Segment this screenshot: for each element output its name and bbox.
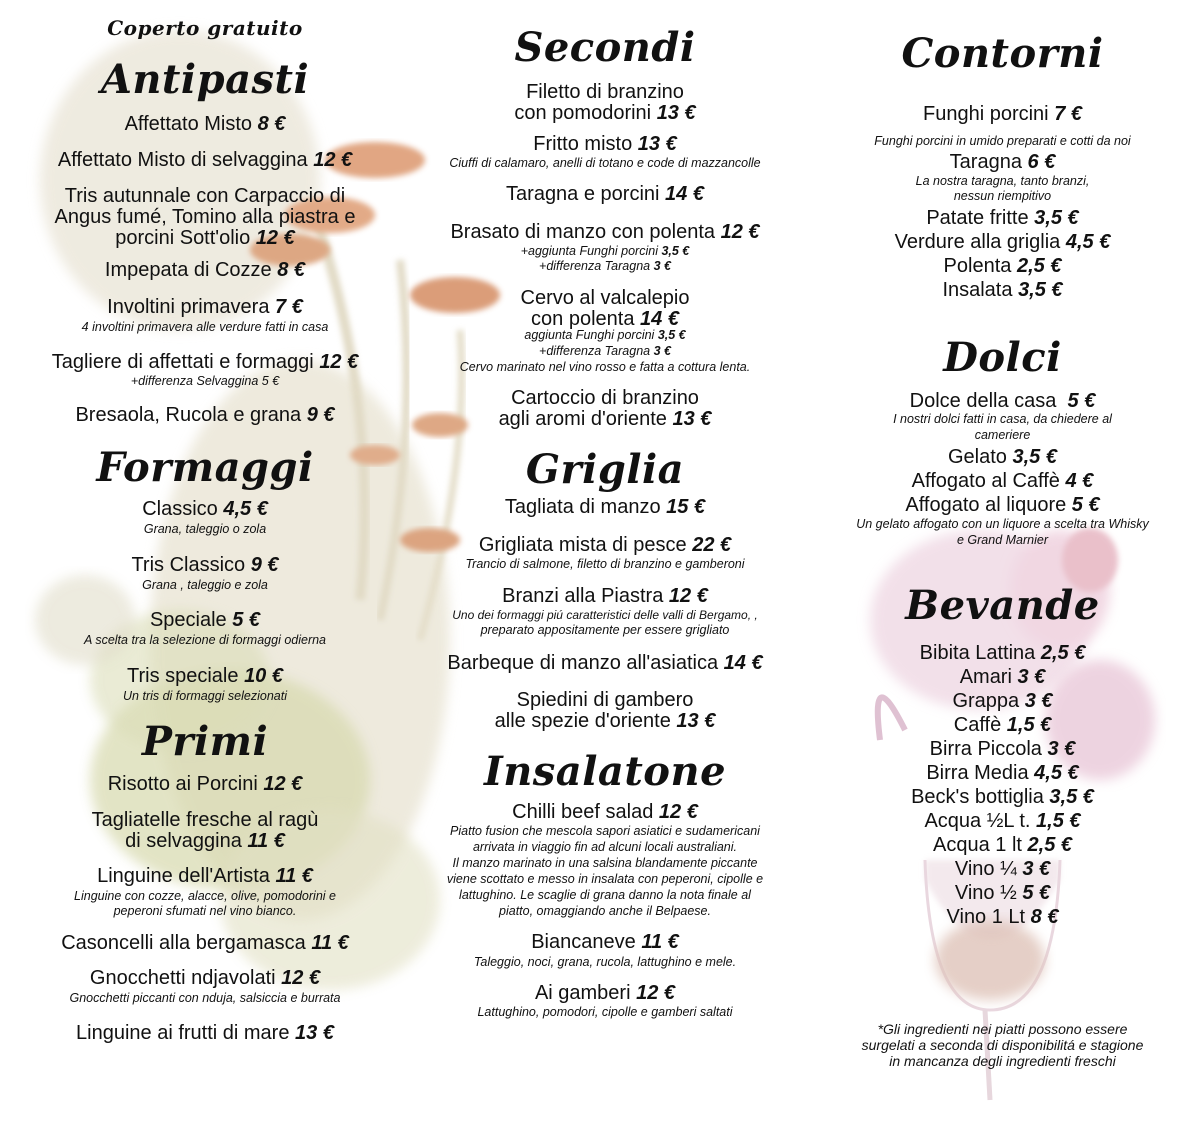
menu-item-gnocchetti: Gnocchetti ndjavolati 12 €	[89, 967, 321, 989]
footnote: *Gli ingredienti nei piatti possono essere	[877, 1021, 1128, 1037]
menu-item-taragna-porcini: Taragna e porcini 14 €	[506, 183, 704, 205]
section-title-dolci: Dolci	[943, 334, 1062, 381]
menu-item-funghi-porcini: Funghi porcini 7 €	[923, 103, 1082, 125]
menu-item-filetto-branzino: Filetto di branzino con pomodorini 13 €	[514, 81, 696, 124]
menu-item-gelato: Gelato 3,5 €	[948, 446, 1057, 468]
menu-item-vino-1lt: Vino 1 Lt 8 €	[946, 906, 1059, 928]
menu-item-fritto-misto: Fritto misto 13 €	[533, 133, 677, 155]
menu-item-branzi-piastra: Branzi alla Piastra 12 €	[502, 585, 708, 607]
menu-item-affettato-misto: Affettato Misto 8 €	[124, 113, 286, 135]
footnote: surgelati a seconda di disponibilitá e stagione	[861, 1037, 1144, 1053]
menu-item-speciale: Speciale 5 €	[149, 609, 261, 631]
menu-item-grappa: Grappa 3 €	[952, 690, 1053, 712]
menu-item-desc: nessun riempitivo	[953, 189, 1052, 203]
menu-item-desc: Piatto fusion che mescola sapori asiatici e sudamericani	[450, 824, 760, 838]
menu-item-ai-gamberi: Ai gamberi 12 €	[534, 982, 676, 1004]
menu-item-desc: Trancio di salmone, filetto di branzino e gamberoni	[465, 557, 745, 571]
menu-item-barbeque: Barbeque di manzo all'asiatica 14 €	[447, 652, 763, 674]
menu-item-impepata-cozze: Impepata di Cozze 8 €	[104, 259, 306, 281]
menu-item-cartoccio: Cartoccio di branzino agli aromi d'oriente 13 €	[498, 387, 712, 430]
menu-item-tagliatelle: Tagliatelle fresche al ragù di selvaggina 11 €	[91, 809, 319, 852]
menu-item-becks: Beck's bottiglia 3,5 €	[911, 786, 1094, 808]
menu-item-desc: Cervo marinato nel vino rosso e fatta a cottura lenta.	[459, 360, 751, 374]
menu-item-desc: Un gelato affogato con un liquore a scelta tra Whisky	[856, 517, 1149, 531]
menu-item-desc: Un tris di formaggi selezionati	[123, 689, 287, 703]
menu-item-desc: Linguine con cozze, alacce, olive, pomodorini e	[74, 889, 336, 903]
menu-item-extra: +differenza Taragna 3 €	[539, 259, 671, 273]
menu-item-affettato-selvaggina: Affettato Misto di selvaggina 12 €	[57, 149, 353, 171]
menu-item-desc: viene scottato e messo in insalata con peperoni, cipolle e	[446, 872, 764, 886]
menu-item-extra: +differenza Taragna 3 €	[539, 344, 671, 358]
section-title-bevande: Bevande	[905, 582, 1100, 629]
menu-item-linguine-frutti-mare: Linguine ai frutti di mare 13 €	[76, 1022, 334, 1044]
section-title-antipasti: Antipasti	[100, 56, 310, 103]
menu-item-caffe: Caffè 1,5 €	[953, 714, 1052, 736]
section-title-secondi: Secondi	[514, 24, 696, 71]
menu-item-verdure-griglia: Verdure alla griglia 4,5 €	[894, 231, 1111, 253]
menu-item-vino-half: Vino ½ 5 €	[954, 882, 1051, 904]
menu-item-desc: e Grand Marnier	[956, 533, 1048, 547]
menu-item-casoncelli: Casoncelli alla bergamasca 11 €	[61, 932, 349, 954]
menu-item-taragna: Taragna 6 €	[949, 151, 1056, 173]
menu-item-bresaola: Bresaola, Rucola e grana 9 €	[75, 404, 335, 426]
menu-item-biancaneve: Biancaneve 11 €	[531, 931, 679, 953]
menu-item-acqua-half: Acqua ½L t. 1,5 €	[924, 810, 1081, 832]
menu-item-desc: arrivata in viaggio fin ad alcuni locali australiani.	[472, 840, 738, 854]
section-title-contorni: Contorni	[901, 30, 1104, 77]
menu-item-linguine-artista: Linguine dell'Artista 11 €	[97, 865, 313, 887]
menu-item-patate-fritte: Patate fritte 3,5 €	[926, 207, 1079, 229]
menu-item-desc: A scelta tra la selezione di formaggi odierna	[83, 633, 327, 647]
menu-item-desc: preparato appositamente per essere grigliato	[480, 623, 730, 637]
menu-item-desc: Grana , taleggio e zola	[142, 578, 268, 592]
menu-item-classico: Classico 4,5 €	[142, 498, 268, 520]
menu-item-desc: +differenza Selvaggina 5 €	[130, 374, 280, 388]
menu-item-birra-piccola: Birra Piccola 3 €	[929, 738, 1076, 760]
menu-item-tagliata: Tagliata di manzo 15 €	[504, 496, 706, 518]
menu-item-desc: Gnocchetti piccanti con nduja, salsiccia e burrata	[69, 991, 341, 1005]
menu-item-desc: Uno dei formaggi piú caratteristici delle valli di Bergamo, ,	[452, 608, 758, 622]
menu-item-grigliata-pesce: Grigliata mista di pesce 22 €	[478, 534, 732, 556]
menu-item-spiedini: Spiedini di gambero alle spezie d'oriente 13 €	[494, 689, 716, 732]
section-title-insalatone: Insalatone	[483, 748, 727, 795]
menu-item-desc: peperoni sfumati nel vino bianco.	[113, 904, 297, 918]
menu-item-tris-classico: Tris Classico 9 €	[131, 554, 279, 576]
menu-item-desc: Lattughino, pomodori, cipolle e gamberi saltati	[477, 1005, 733, 1019]
menu-item-desc: Il manzo marinato in una salsina blandamente piccante	[452, 856, 758, 870]
menu-item-acqua-1lt: Acqua 1 lt 2,5 €	[933, 834, 1072, 856]
menu-item-desc: La nostra taragna, tanto branzi,	[915, 174, 1090, 188]
section-title-griglia: Griglia	[525, 446, 685, 493]
menu-item-insalata: Insalata 3,5 €	[942, 279, 1063, 301]
menu-item-cervo: Cervo al valcalepio con polenta 14 €	[520, 287, 690, 330]
menu-item-tagliere: Tagliere di affettati e formaggi 12 €	[51, 351, 359, 373]
coperto-note: Coperto gratuito	[107, 16, 303, 40]
footnote: in mancanza degli ingredienti freschi	[889, 1053, 1116, 1069]
menu-item-risotto: Risotto ai Porcini 12 €	[107, 773, 303, 795]
menu-item-desc: 4 involtini primavera alle verdure fatti in casa	[81, 320, 329, 334]
menu-item-desc: I nostri dolci fatti in casa, da chiedere al	[893, 412, 1112, 426]
menu-item-chilli-beef: Chilli beef salad 12 €	[512, 801, 698, 823]
menu-item-affogato-caffe: Affogato al Caffè 4 €	[911, 470, 1094, 492]
menu-item-polenta: Polenta 2,5 €	[943, 255, 1062, 277]
menu-item-amari: Amari 3 €	[959, 666, 1046, 688]
menu-item-desc: Grana, taleggio o zola	[143, 522, 267, 536]
menu-item-involtini: Involtini primavera 7 €	[107, 296, 303, 318]
menu-item-vino-quarter: Vino ¼ 3 €	[954, 858, 1051, 880]
section-title-primi: Primi	[141, 718, 269, 765]
menu-item-desc: piatto, omaggiando anche il Belpaese.	[499, 904, 711, 918]
menu-item-bibita: Bibita Lattina 2,5 €	[919, 642, 1086, 664]
menu-item-tris-autunnale: Tris autunnale con Carpaccio di Angus fumé, Tomino alla piastra e porcini Sott'olio 12 €	[54, 185, 356, 249]
menu-item-desc: Taleggio, noci, grana, rucola, lattughino e mele.	[473, 955, 737, 969]
menu-item-extra: +aggiunta Funghi porcini 3,5 €	[520, 244, 690, 258]
menu-item-brasato: Brasato di manzo con polenta 12 €	[450, 221, 760, 243]
menu-item-desc: Ciuffi di calamaro, anelli di totano e code di mazzancolle	[449, 156, 761, 170]
section-title-formaggi: Formaggi	[96, 444, 314, 491]
menu-item-affogato-liquore: Affogato al liquore 5 €	[905, 494, 1100, 516]
menu-item-tris-speciale: Tris speciale 10 €	[126, 665, 283, 687]
menu-item-dolce-casa: Dolce della casa 5 €	[909, 390, 1096, 412]
menu-item-birra-media: Birra Media 4,5 €	[926, 762, 1079, 784]
menu-item-desc: cameriere	[974, 428, 1031, 442]
menu-item-desc: lattughino. Le scaglie di grana danno la nota finale al	[459, 888, 751, 902]
menu-item-extra: aggiunta Funghi porcini 3,5 €	[524, 328, 686, 342]
menu-item-desc: Funghi porcini in umido preparati e cotti da noi	[874, 134, 1131, 148]
